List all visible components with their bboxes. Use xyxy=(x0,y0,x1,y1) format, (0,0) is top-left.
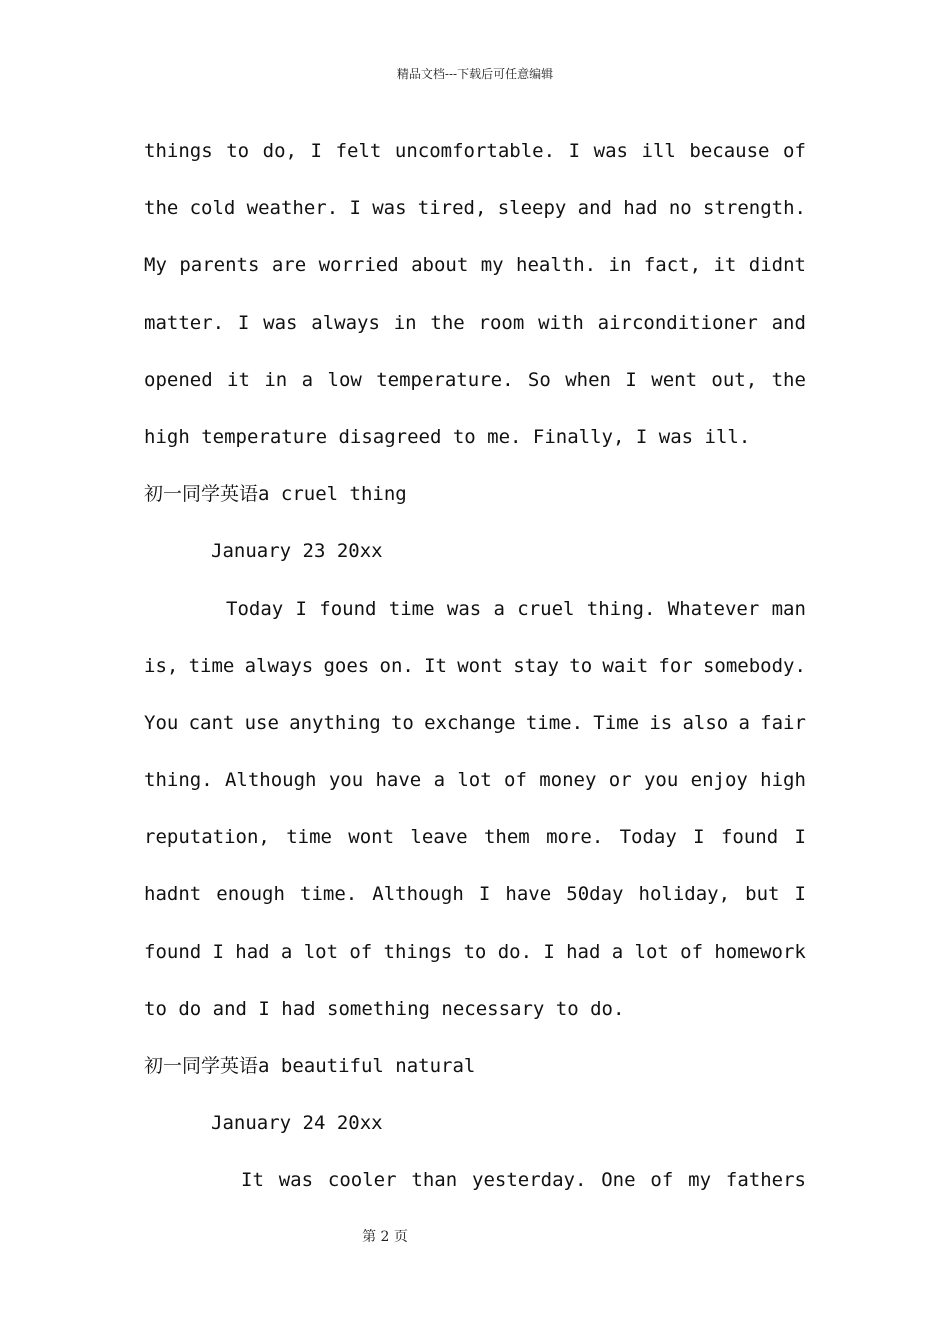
word: to xyxy=(463,940,487,963)
word: but xyxy=(745,883,780,906)
word: I xyxy=(794,826,806,849)
word: do, xyxy=(262,140,297,162)
text-line: to do and I had something necessary to do. xyxy=(144,997,625,1020)
word: a xyxy=(433,769,446,792)
word: time. xyxy=(525,711,584,734)
word: went xyxy=(651,368,698,391)
word: cooler xyxy=(327,1169,397,1192)
word: cold xyxy=(189,197,236,220)
word: low xyxy=(327,368,362,391)
word: things xyxy=(144,140,213,162)
word: enough xyxy=(216,883,285,906)
section-heading: 初一同学英语a cruel thing xyxy=(144,483,407,506)
word: It xyxy=(241,1169,264,1192)
word: I xyxy=(568,140,581,162)
word: ill xyxy=(641,140,676,162)
text-line xyxy=(144,1152,806,1209)
word: time xyxy=(188,654,235,677)
word: You xyxy=(144,711,179,734)
word: of xyxy=(504,769,527,792)
word: I xyxy=(693,826,705,849)
diary-date: January 23 20xx xyxy=(211,540,383,563)
word: about xyxy=(411,254,469,277)
word: always xyxy=(311,311,380,334)
word: of xyxy=(680,940,704,963)
word: are xyxy=(271,254,307,277)
word: to xyxy=(569,654,593,677)
word: strength. xyxy=(703,197,806,220)
word: fact, xyxy=(643,254,702,277)
word: was xyxy=(263,311,298,334)
word: a xyxy=(611,940,624,963)
word: time xyxy=(388,597,435,620)
word: Although xyxy=(372,883,464,906)
text-line xyxy=(144,123,806,180)
word: somebody. xyxy=(702,654,806,677)
word: time xyxy=(286,826,332,849)
word: the xyxy=(430,311,465,334)
word: holiday, xyxy=(638,883,731,906)
word: also xyxy=(682,711,729,734)
word: had xyxy=(623,197,658,220)
word: use xyxy=(244,711,279,734)
word: I xyxy=(212,940,224,963)
word: airconditioner xyxy=(597,311,758,334)
document-body xyxy=(144,123,806,1210)
word: in xyxy=(608,254,632,277)
word: do. xyxy=(497,940,533,963)
word: stay xyxy=(513,654,559,677)
word: was xyxy=(278,1169,314,1192)
word: Today xyxy=(226,597,284,620)
word: was xyxy=(372,197,407,220)
word: because xyxy=(689,140,770,162)
word: leave xyxy=(410,826,468,849)
word: is, xyxy=(144,654,179,677)
word: have xyxy=(375,769,422,792)
text-line xyxy=(144,752,806,809)
word: yesterday. xyxy=(472,1169,587,1192)
word: a xyxy=(493,597,505,620)
word: was xyxy=(446,597,482,620)
word: lot xyxy=(303,940,339,963)
text-line xyxy=(144,638,806,695)
word: One xyxy=(601,1169,636,1192)
diary-date: January 24 20xx xyxy=(211,1112,383,1135)
word: opened xyxy=(144,368,213,391)
word: to xyxy=(390,711,414,734)
word: parents xyxy=(179,254,260,277)
word: tired, xyxy=(417,197,487,220)
word: found xyxy=(319,597,377,620)
word: I xyxy=(794,883,806,906)
word: anything xyxy=(289,711,381,734)
word: is xyxy=(649,711,673,734)
word: room xyxy=(478,311,525,334)
word: enjoy xyxy=(690,769,748,792)
text-line xyxy=(144,809,806,866)
word: out, xyxy=(711,368,758,391)
word: of xyxy=(349,940,373,963)
word: I xyxy=(543,940,555,963)
word: I xyxy=(625,368,637,391)
word: my xyxy=(480,254,504,277)
word: cant xyxy=(188,711,235,734)
word: had xyxy=(566,940,601,963)
word: So xyxy=(527,368,551,391)
word: to xyxy=(226,140,250,162)
word: you xyxy=(328,769,364,792)
word: 50day xyxy=(566,883,624,906)
text-line xyxy=(144,866,806,923)
word: in xyxy=(264,368,288,391)
word: the xyxy=(144,197,179,220)
word: for xyxy=(658,654,693,677)
word: temperature. xyxy=(376,368,514,391)
text-line xyxy=(144,581,806,638)
text-line: high temperature disagreed to me. Finally, I was ill. xyxy=(144,425,751,448)
word: I xyxy=(295,597,307,620)
word: in xyxy=(393,311,417,334)
word: fair xyxy=(760,711,806,734)
word: I xyxy=(237,311,250,334)
word: thing. xyxy=(586,597,656,620)
word: Today xyxy=(619,826,677,849)
word: Although xyxy=(224,769,317,792)
word: and xyxy=(577,197,612,220)
word: lot xyxy=(634,940,669,963)
text-line xyxy=(144,695,806,752)
page-number: 第 2 页 xyxy=(362,1229,408,1245)
word: it xyxy=(713,254,737,277)
word: It xyxy=(424,654,447,677)
word: health. xyxy=(516,254,597,277)
word: uncomfortable. xyxy=(394,140,556,162)
word: the xyxy=(771,368,806,391)
word: of xyxy=(783,140,806,162)
word: of xyxy=(650,1169,674,1192)
word: I xyxy=(310,140,322,162)
word: when xyxy=(565,368,611,391)
word: cruel xyxy=(517,597,575,620)
word: homework xyxy=(714,940,806,963)
word: sleepy xyxy=(497,197,567,220)
word: didnt xyxy=(748,254,806,277)
text-line xyxy=(144,295,806,352)
word: My xyxy=(144,254,167,277)
word: worried xyxy=(318,254,399,277)
word: a xyxy=(738,711,750,734)
word: hadnt xyxy=(144,883,202,906)
word: reputation, xyxy=(144,826,270,849)
word: a xyxy=(301,368,314,391)
word: Whatever xyxy=(667,597,760,620)
word: thing. xyxy=(144,769,213,792)
word: was xyxy=(593,140,628,162)
word: things xyxy=(383,940,453,963)
word: Time xyxy=(593,711,640,734)
word: matter. xyxy=(144,311,225,334)
word: or xyxy=(608,769,632,792)
word: wait xyxy=(602,654,649,677)
word: man xyxy=(771,597,806,620)
word: with xyxy=(538,311,584,334)
text-line xyxy=(144,237,806,294)
word: it xyxy=(227,368,250,391)
word: high xyxy=(760,769,806,792)
word: I xyxy=(349,197,361,220)
word: them xyxy=(483,826,530,849)
word: more. xyxy=(546,826,604,849)
word: fathers xyxy=(725,1169,806,1192)
word: lot xyxy=(457,769,492,792)
word: no xyxy=(668,197,692,220)
word: wont xyxy=(348,826,395,849)
word: time. xyxy=(300,883,358,906)
word: found xyxy=(720,826,779,849)
word: felt xyxy=(335,140,382,162)
word: wont xyxy=(457,654,503,677)
section-heading: 初一同学英语a beautiful natural xyxy=(144,1055,476,1077)
word: had xyxy=(235,940,270,963)
word: on. xyxy=(379,654,414,677)
word: a xyxy=(280,940,293,963)
word: always xyxy=(244,654,314,677)
word: money xyxy=(539,769,597,792)
word: exchange xyxy=(424,711,516,734)
word: have xyxy=(505,883,552,906)
word: found xyxy=(144,940,202,963)
word: I xyxy=(478,883,491,906)
word: and xyxy=(771,311,806,334)
word: than xyxy=(411,1169,458,1192)
text-line xyxy=(144,180,806,237)
text-line xyxy=(144,924,806,981)
word: goes xyxy=(323,654,370,677)
page-header: 精品文档---下载后可任意编辑 xyxy=(396,67,554,81)
word: my xyxy=(688,1169,712,1192)
text-line xyxy=(144,352,806,409)
word: weather. xyxy=(246,197,339,220)
word: you xyxy=(643,769,679,792)
